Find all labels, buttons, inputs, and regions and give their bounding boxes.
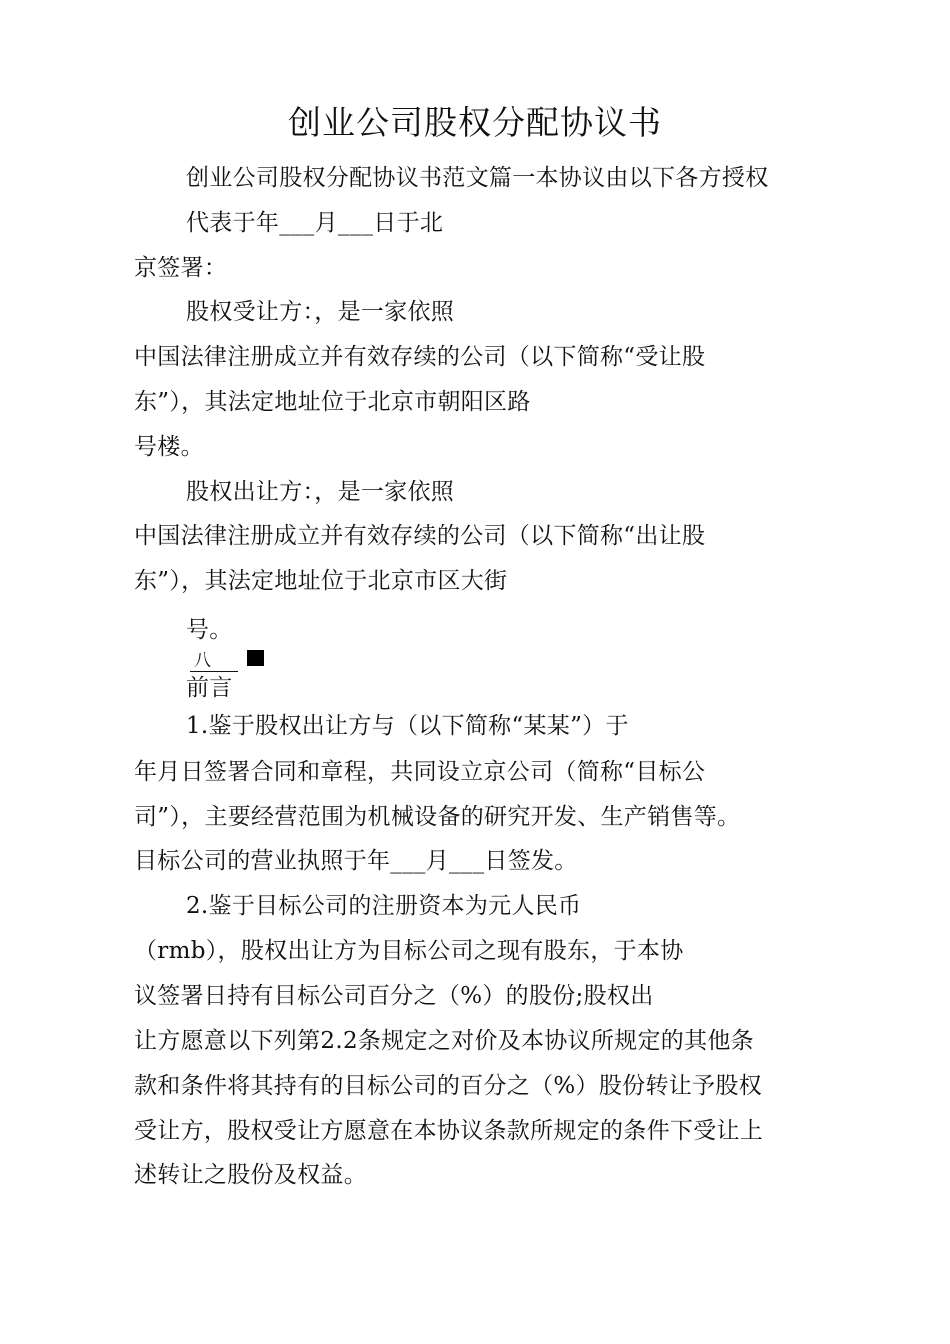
paragraph-line: 2.鉴于目标公司的注册资本为元人民币 bbox=[186, 893, 582, 919]
paragraph-line: 东”），其法定地址位于北京市朝阳区路 bbox=[134, 389, 531, 415]
paragraph-line: 东”），其法定地址位于北京市区大街 bbox=[134, 568, 508, 594]
paragraph-line: 京签署： bbox=[134, 255, 228, 281]
black-square-icon bbox=[247, 650, 264, 666]
paragraph-line: 创业公司股权分配协议书范文篇一本协议由以下各方授权 bbox=[186, 165, 769, 191]
scan-artifact-mark bbox=[190, 652, 242, 672]
paragraph-line: 中国法律注册成立并有效存续的公司（以下简称“受让股 bbox=[134, 344, 706, 370]
paragraph-line: （rmb），股权出让方为目标公司之现有股东，于本协 bbox=[134, 938, 684, 964]
artifact-glyph: 八 bbox=[194, 651, 213, 671]
document-title: 创业公司股权分配协议书 bbox=[288, 103, 662, 142]
section-heading: 前言 bbox=[186, 675, 233, 701]
paragraph-line: 司”），主要经营范围为机械设备的研究开发、生产销售等。 bbox=[134, 804, 741, 830]
paragraph-line: 目标公司的营业执照于年___月___日签发。 bbox=[134, 848, 578, 874]
paragraph-line: 股权出让方：，是一家依照 bbox=[186, 479, 455, 505]
paragraph-line: 代表于年___月___日于北 bbox=[186, 210, 444, 236]
paragraph-line: 1.鉴于股权出让方与（以下简称“某某”）于 bbox=[186, 713, 629, 739]
paragraph-line: 款和条件将其持有的目标公司的百分之（%）股份转让予股权 bbox=[134, 1073, 762, 1099]
paragraph-line: 年月日签署合同和章程，共同设立京公司（简称“目标公 bbox=[134, 759, 706, 785]
paragraph-line: 让方愿意以下列第2.2条规定之对价及本协议所规定的其他条 bbox=[134, 1028, 754, 1054]
paragraph-line: 受让方，股权受让方愿意在本协议条款所规定的条件下受让上 bbox=[134, 1118, 764, 1144]
paragraph-line: 述转让之股份及权益。 bbox=[134, 1162, 367, 1188]
paragraph-line: 中国法律注册成立并有效存续的公司（以下简称“出让股 bbox=[134, 523, 706, 549]
paragraph-line: 议签署日持有目标公司百分之（%）的股份;股权出 bbox=[134, 983, 654, 1009]
paragraph-line: 号。 bbox=[186, 617, 233, 643]
paragraph-line: 股权受让方：，是一家依照 bbox=[186, 299, 455, 325]
paragraph-line: 号楼。 bbox=[134, 434, 204, 460]
